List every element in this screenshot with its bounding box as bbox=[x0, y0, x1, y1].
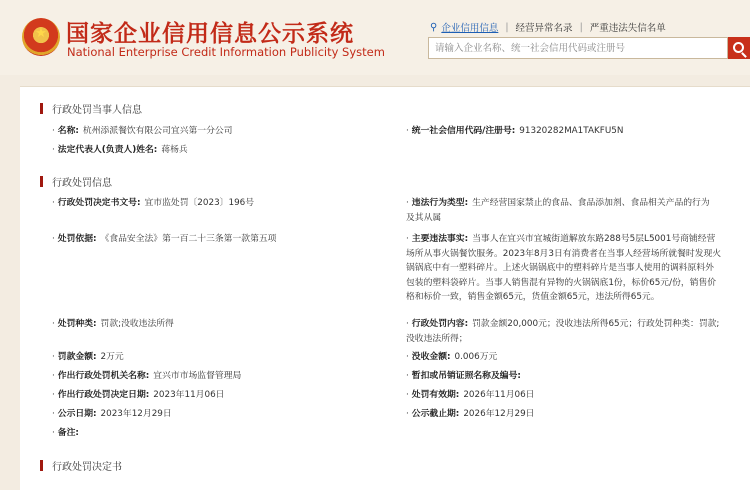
section-party-info: 行政处罚当事人信息 bbox=[40, 101, 142, 116]
field-license: · 暂扣或吊销证照名称及编号: bbox=[406, 371, 521, 381]
field-penalty-basis: · 处罚依据: 《食品安全法》第一百二十三条第一款第五项 bbox=[52, 234, 277, 244]
section-marker bbox=[40, 103, 43, 114]
field-penalty-content: · 行政处罚内容: 罚款金额20,000元；没收违法所得65元；行政处罚种类：罚款; 没收违法所得； bbox=[406, 319, 720, 344]
divider: | bbox=[505, 21, 509, 33]
link-enterprise-credit[interactable]: 企业信用信息 bbox=[441, 23, 499, 34]
search-button[interactable] bbox=[728, 37, 750, 59]
field-fine-amount: · 罚款金额: 2万元 bbox=[52, 352, 124, 362]
field-doc-number: · 行政处罚决定书文号: 宜市监处罚〔2023〕196号 bbox=[52, 198, 255, 208]
national-emblem-icon: ★ bbox=[22, 18, 60, 56]
site-title-en: National Enterprise Credit Information Publicity System bbox=[67, 45, 385, 59]
search-input[interactable]: 请输入企业名称、统一社会信用代码或注册号 bbox=[428, 37, 728, 59]
field-authority: · 作出行政处罚机关名称: 宜兴市市场监督管理局 bbox=[52, 371, 242, 381]
section-marker bbox=[40, 176, 43, 187]
field-name: · 名称: 杭州添派餐饮有限公司宜兴第一分公司 bbox=[52, 126, 233, 136]
field-decision-date: · 作出行政处罚决定日期: 2023年11月06日 bbox=[52, 390, 225, 400]
link-serious-violation-list[interactable]: 严重违法失信名单 bbox=[589, 23, 666, 34]
section-decision-doc: 行政处罚决定书 bbox=[40, 458, 122, 473]
field-valid-until: · 处罚有效期: 2026年11月06日 bbox=[406, 390, 535, 400]
section-penalty-info: 行政处罚信息 bbox=[40, 174, 112, 189]
field-publish-end: · 公示截止期: 2026年12月29日 bbox=[406, 409, 535, 419]
search-category-links bbox=[430, 20, 666, 34]
field-credit-code: · 统一社会信用代码/注册号: 91320282MA1TAKFU5N bbox=[406, 126, 624, 136]
site-header bbox=[0, 0, 750, 75]
field-confiscation-amount: · 没收金额: 0.006万元 bbox=[406, 352, 498, 362]
link-abnormal-list[interactable]: 经营异常名录 bbox=[515, 23, 573, 34]
search-icon: ⚲ bbox=[430, 21, 438, 33]
magnifier-icon bbox=[733, 42, 744, 53]
field-remark: · 备注: bbox=[52, 428, 79, 438]
section-marker bbox=[40, 460, 43, 471]
field-violation-type: · 违法行为类型: 生产经营国家禁止的食品、食品添加剂、食品相关产品的行为 及其从属 bbox=[406, 198, 710, 223]
field-penalty-kind: · 处罚种类: 罚款;没收违法所得 bbox=[52, 319, 174, 329]
field-publish-date: · 公示日期: 2023年12月29日 bbox=[52, 409, 172, 419]
divider: | bbox=[579, 21, 583, 33]
field-legal-rep: · 法定代表人(负责人)姓名: 蒋杨兵 bbox=[52, 145, 188, 155]
site-title-cn: 国家企业信用信息公示系统 bbox=[66, 21, 354, 47]
field-main-facts: · 主要违法事实: 当事人在宜兴市宜城街道解放东路288号5层L5001号商铺经营 场所从事火锅餐饮服务。2023年8月3日有消费者在当事人经营场所就餐时发现火 锅锅底中有一塑料碎片。上述火锅锅底中的塑料碎片是当事人使用的调料原料外 包装的塑料袋碎片。当事人销售混有异物的火锅锅底1份，标价65元/份，销售价 格和标价一致，销售金额65元，货值金额65元，违法所得65元。 bbox=[406, 234, 722, 302]
detail-panel bbox=[20, 86, 750, 490]
